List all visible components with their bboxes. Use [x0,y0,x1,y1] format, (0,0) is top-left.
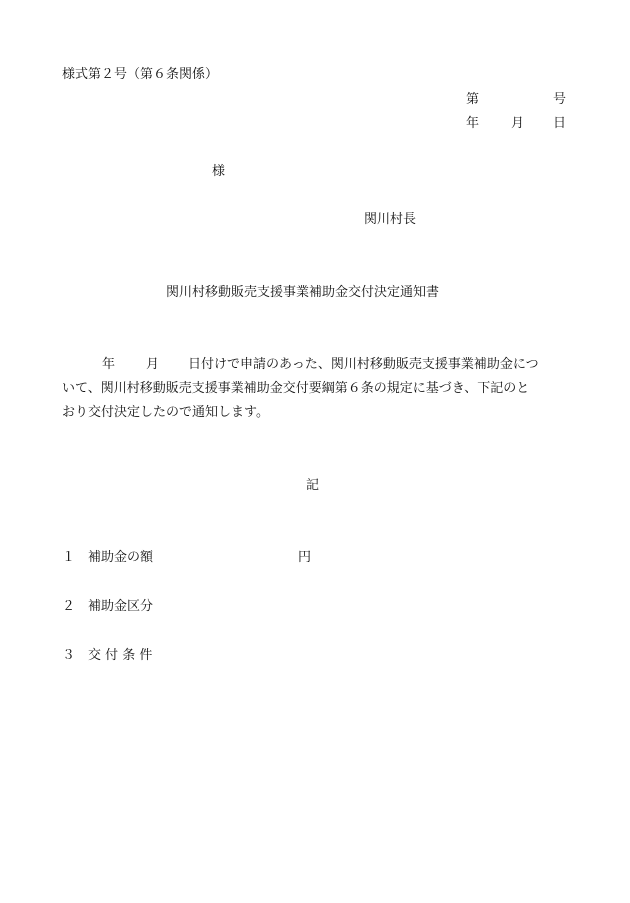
addressee-honorific: 様 [212,164,226,179]
item-subsidy-amount [62,551,153,564]
date-month: 月 [511,116,525,131]
body-line-3: おり交付決定したので通知します。 [62,405,269,420]
item-grant-conditions [62,649,152,662]
document-number-suffix: 号 [553,92,567,107]
form-label: 様式第２号（第６条関係） [62,67,219,82]
item-label: 交 付 条 件 [88,648,153,663]
date-year: 年 [466,116,480,131]
body-month: 月 [146,357,160,372]
ki-heading: 記 [306,478,320,493]
item-label: 補助金区分 [88,599,154,614]
document-title: 関川村移動販売支援事業補助金交付決定通知書 [166,285,440,300]
date-day: 日 [553,116,567,131]
document-number-prefix: 第 [466,92,480,107]
sender-name: 関川村長 [364,212,417,227]
item-label: 補助金の額 [88,550,154,565]
item-number: ３ [62,648,76,663]
item-subsidy-category [62,600,153,613]
body-year: 年 [102,357,116,372]
item-number: １ [62,550,76,565]
item-number: ２ [62,599,76,614]
body-line-2: いて、関川村移動販売支援事業補助金交付要綱第６条の規定に基づき、下記のと [62,381,530,396]
body-line-1: 日付けで申請のあった、関川村移動販売支援事業補助金につ [188,357,539,372]
item-unit-yen: 円 [298,550,312,565]
